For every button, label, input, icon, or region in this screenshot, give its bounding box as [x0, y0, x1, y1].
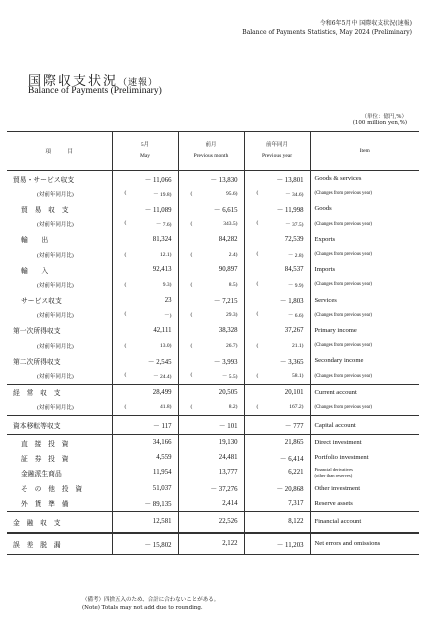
cell-may — [112, 247, 178, 262]
cell-may — [112, 277, 178, 292]
header-may-en: May — [139, 153, 151, 159]
cell-value: － 9.9 — [287, 282, 302, 289]
table-row — [7, 435, 419, 451]
row-label-en: Current account — [314, 388, 357, 396]
paren-open: ( — [190, 221, 193, 228]
cell-py: － 20,868 — [244, 481, 310, 496]
paren-open: ( — [124, 311, 127, 318]
cell-value: － 19.8 — [153, 191, 170, 198]
cell-pm: － 37,276 — [178, 481, 244, 496]
table-row — [7, 293, 419, 308]
row-label-en: Imports — [314, 266, 336, 274]
cell-py: 6,221 — [244, 465, 310, 480]
cell-py — [244, 308, 310, 323]
row-label-en: Secondary income — [314, 357, 364, 365]
paren-open: ( — [190, 281, 193, 288]
cell-py — [244, 247, 310, 262]
cell-pm — [178, 368, 244, 384]
row-label-jp: (対前年同月比) — [7, 186, 112, 201]
cell-pm — [178, 400, 244, 416]
paren-close: ) — [301, 252, 304, 259]
cell-value: － 37.5 — [285, 222, 302, 229]
cell-may: 92,413 — [112, 262, 178, 277]
cell-pm: － 6,615 — [178, 201, 244, 216]
paren-open: ( — [124, 220, 127, 227]
cell-pm — [178, 217, 244, 232]
table-subrow — [7, 277, 419, 292]
row-label-en: (Changes from previous year) — [310, 368, 419, 384]
table-row — [7, 533, 419, 555]
paren-open: ( — [256, 250, 259, 257]
row-label-jp: 外 貨 準 備 — [7, 496, 112, 512]
cell-py — [244, 217, 310, 232]
cell-value: － 6.6 — [287, 313, 302, 320]
paren-close: ) — [301, 342, 304, 349]
cell-py: － 3,365 — [244, 353, 310, 368]
paren-close: ) — [235, 190, 238, 197]
header-prev-year-en: Previous year — [261, 153, 293, 159]
cell-value: 12.1 — [160, 251, 170, 258]
table-subrow — [7, 217, 419, 232]
cell-pm — [178, 277, 244, 292]
cell-pm: 22,526 — [178, 511, 244, 533]
cell-value: 8.5 — [228, 281, 236, 288]
cell-may: － 11,066 — [112, 171, 178, 187]
row-label-en: Reserve assets — [314, 499, 353, 507]
paren-close: ) — [301, 313, 304, 320]
row-label-jp: そ の 他 投 資 — [7, 481, 112, 496]
row-label-jp: 直 接 投 資 — [7, 435, 112, 451]
cell-pm: － 7,215 — [178, 293, 244, 308]
table-row — [7, 201, 419, 216]
paren-close: ) — [301, 373, 304, 380]
cell-py: － 777 — [244, 416, 310, 435]
paren-close: ) — [169, 404, 172, 411]
paren-open: ( — [190, 404, 193, 411]
row-label-en: Goods & services — [310, 171, 419, 187]
title-jp-main: 国際収支状況 — [28, 74, 119, 89]
row-label-jp: 金融派生商品 — [7, 465, 112, 480]
row-label-en: (Changes from previous year) — [314, 343, 372, 349]
paren-open: ( — [124, 342, 127, 349]
cell-value: 95.6 — [226, 190, 236, 197]
cell-py: 20,101 — [244, 384, 310, 400]
table-header-row — [7, 132, 419, 171]
paren-close: ) — [169, 191, 172, 198]
cell-value: 21.1 — [292, 342, 302, 349]
table-row — [7, 353, 419, 368]
cell-value: － 24.4 — [153, 374, 170, 381]
cell-pm: 20,505 — [178, 384, 244, 400]
cell-py: 8,122 — [244, 511, 310, 533]
cell-py: － 11,998 — [244, 201, 310, 216]
cell-value: － 34.6 — [285, 191, 302, 198]
row-label-jp: 資本移転等収支 — [7, 416, 112, 435]
cell-value: 58.1 — [292, 373, 302, 380]
cell-py: 37,267 — [244, 323, 310, 338]
row-label-en: Financial account — [310, 511, 419, 533]
cell-value: 41.8 — [160, 404, 170, 411]
row-label-jp: 貿 易 収 支 — [7, 201, 112, 216]
cell-value: － 5.5 — [221, 374, 236, 381]
cell-py: 21,865 — [244, 435, 310, 451]
table-subrow — [7, 308, 419, 323]
paren-close: ) — [235, 404, 238, 411]
paren-open: ( — [124, 372, 127, 379]
note-jp: （備考）四捨五入のため、合計に合わないことがある。 — [82, 597, 220, 603]
cell-pm: 84,282 — [178, 232, 244, 247]
cell-py — [244, 338, 310, 353]
cell-pm: 2,414 — [178, 496, 244, 512]
cell-may: 42,111 — [112, 323, 178, 338]
cell-value: － 7.6 — [155, 222, 170, 229]
header-item-en: Item — [310, 132, 419, 171]
header-subtitle-en: Balance of Payments Statistics, May 2024 (Preliminary) — [242, 29, 412, 36]
cell-value: － 2.8 — [287, 252, 302, 259]
paren-open: ( — [190, 372, 193, 379]
paren-close: ) — [235, 281, 238, 288]
cell-py — [244, 277, 310, 292]
header-prev-month-en: Previous month — [193, 153, 229, 159]
row-label-en: Primary income — [314, 326, 357, 334]
row-label-jp: 貿易・サービス収支 — [7, 171, 112, 187]
cell-pm — [178, 247, 244, 262]
cell-pm — [178, 338, 244, 353]
paren-close: ) — [235, 251, 238, 258]
row-label-jp: 輸 出 — [7, 232, 112, 247]
paren-open: ( — [256, 280, 259, 287]
cell-may — [112, 217, 178, 232]
row-label-en: Direct investment — [310, 435, 419, 451]
cell-may: 23 — [112, 293, 178, 308]
cell-py — [244, 186, 310, 201]
row-label-en: Other investment — [314, 484, 361, 492]
cell-may — [112, 400, 178, 416]
row-label-jp: 金 融 収 支 — [7, 511, 112, 533]
cell-pm: 19,130 — [178, 435, 244, 451]
header-item-jp: 項 目 — [7, 132, 112, 171]
paren-open: ( — [256, 189, 259, 196]
row-label-en: Services — [314, 296, 337, 304]
row-label-jp: (対前年同月比) — [7, 277, 112, 292]
paren-close: ) — [169, 374, 172, 381]
table-row — [7, 450, 419, 465]
cell-may — [112, 308, 178, 323]
cell-py: － 11,203 — [244, 533, 310, 555]
cell-pm: 90,897 — [178, 262, 244, 277]
paren-close: ) — [169, 342, 172, 349]
paren-open: ( — [124, 281, 127, 288]
cell-may: 11,954 — [112, 465, 178, 480]
cell-py — [244, 368, 310, 384]
table-row — [7, 262, 419, 277]
row-label-jp: 輸 入 — [7, 262, 112, 277]
title-jp-suffix: （速報） — [118, 78, 159, 88]
cell-value: 2.4 — [228, 251, 236, 258]
table-row — [7, 232, 419, 247]
units-en: (100 million yen,%) — [352, 120, 407, 126]
row-label-en — [310, 465, 419, 480]
header-prev-year-jp: 前年同月 — [265, 142, 288, 148]
row-label-en: (Changes from previous year) — [314, 191, 372, 197]
cell-pm: 2,122 — [178, 533, 244, 555]
paren-close: ) — [169, 251, 172, 258]
paren-close: ) — [235, 374, 238, 381]
cell-value: 9.3 — [162, 281, 170, 288]
paren-close: ) — [235, 312, 238, 319]
paren-close: ) — [301, 404, 304, 411]
header-prev-month — [178, 132, 244, 171]
cell-may: － 117 — [112, 416, 178, 435]
cell-pm: 24,481 — [178, 450, 244, 465]
table-row — [7, 416, 419, 435]
table-row — [7, 511, 419, 533]
table-row — [7, 171, 419, 187]
row-label-en: (Changes from previous year) — [314, 282, 372, 288]
cell-may: 51,037 — [112, 481, 178, 496]
cell-may — [112, 368, 178, 384]
table-subrow — [7, 400, 419, 416]
row-label-en: Portfolio investment — [314, 454, 369, 462]
table-subrow — [7, 368, 419, 384]
paren-open: ( — [124, 251, 127, 258]
cell-pm: 38,328 — [178, 323, 244, 338]
bop-table — [7, 131, 419, 555]
row-label-en-line2: (other than reserves) — [314, 472, 353, 478]
paren-open: ( — [256, 311, 259, 318]
paren-close: ) — [169, 313, 172, 320]
table-row — [7, 323, 419, 338]
cell-pm — [178, 308, 244, 323]
cell-value: 343.5 — [223, 221, 236, 228]
row-label-en: Capital account — [310, 416, 419, 435]
note-en: (Note) Totals may not add due to rounding. — [82, 605, 203, 611]
units-jp: （単位：億円,%） — [361, 114, 407, 120]
row-label-en: (Changes from previous year) — [314, 221, 372, 227]
header-prev-month-jp: 前月 — [205, 142, 217, 148]
paren-close: ) — [301, 282, 304, 289]
table-subrow — [7, 338, 419, 353]
cell-may: － 2,545 — [112, 353, 178, 368]
cell-py: － 6,414 — [244, 450, 310, 465]
page-title-en: Balance of Payments (Preliminary) — [28, 86, 162, 96]
cell-may: 34,166 — [112, 435, 178, 451]
cell-pm: 13,777 — [178, 465, 244, 480]
row-label-jp: (対前年同月比) — [7, 338, 112, 353]
row-label-en: (Changes from previous year) — [310, 400, 419, 416]
header-may — [112, 132, 178, 171]
cell-py — [244, 400, 310, 416]
cell-value: 29.3 — [226, 312, 236, 319]
cell-py: － 13,801 — [244, 171, 310, 187]
table-row — [7, 481, 419, 496]
row-label-jp: 第二次所得収支 — [7, 353, 112, 368]
table-row — [7, 465, 419, 480]
paren-close: ) — [169, 222, 172, 229]
cell-value: 167.2 — [289, 404, 302, 411]
cell-may: － 15,802 — [112, 533, 178, 555]
row-label-jp: 誤 差 脱 漏 — [7, 533, 112, 555]
paren-open: ( — [256, 404, 259, 411]
row-label-en: Goods — [314, 205, 332, 213]
paren-open: ( — [190, 342, 193, 349]
paren-close: ) — [235, 342, 238, 349]
row-label-jp: (対前年同月比) — [7, 368, 112, 384]
cell-pm: － 101 — [178, 416, 244, 435]
header-date-jp: 令和6年5月中 国際収支状況(速報) — [319, 20, 412, 27]
cell-value: 8.2 — [228, 404, 236, 411]
table-subrow — [7, 186, 419, 201]
paren-close: ) — [169, 281, 172, 288]
row-label-en: (Changes from previous year) — [314, 252, 372, 258]
row-label-en: (Changes from previous year) — [314, 312, 372, 318]
cell-may: 12,581 — [112, 511, 178, 533]
paren-open: ( — [124, 404, 127, 411]
paren-close: ) — [301, 222, 304, 229]
cell-py: 72,539 — [244, 232, 310, 247]
cell-value: － — [164, 313, 170, 320]
row-label-en: Exports — [314, 235, 336, 243]
row-label-jp: サービス収支 — [7, 293, 112, 308]
cell-may: 4,559 — [112, 450, 178, 465]
cell-pm — [178, 186, 244, 201]
cell-may — [112, 186, 178, 201]
cell-py: － 1,803 — [244, 293, 310, 308]
cell-may — [112, 338, 178, 353]
paren-close: ) — [235, 221, 238, 228]
paren-open: ( — [190, 190, 193, 197]
cell-py: 7,317 — [244, 496, 310, 512]
table-subrow — [7, 247, 419, 262]
paren-open: ( — [190, 312, 193, 319]
row-label-jp: 経 常 収 支 — [7, 384, 112, 400]
row-label-en: Net errors and omissions — [310, 533, 419, 555]
cell-value: 13.0 — [160, 342, 170, 349]
row-label-jp: (対前年同月比) — [7, 217, 112, 232]
row-label-jp: (対前年同月比) — [7, 247, 112, 262]
cell-value: 26.7 — [226, 342, 236, 349]
row-label-en-line1: Financial derivatives — [314, 466, 353, 472]
cell-may: － 89,135 — [112, 496, 178, 512]
row-label-jp: 第一次所得収支 — [7, 323, 112, 338]
row-label-jp: 証 券 投 資 — [7, 450, 112, 465]
paren-close: ) — [301, 191, 304, 198]
cell-may: 28,499 — [112, 384, 178, 400]
paren-open: ( — [256, 373, 259, 380]
row-label-jp: (対前年同月比) — [7, 400, 112, 416]
cell-pm: － 3,993 — [178, 353, 244, 368]
cell-py: 84,537 — [244, 262, 310, 277]
paren-open: ( — [190, 251, 193, 258]
header-may-jp: 5月 — [140, 142, 150, 148]
cell-may: － 11,089 — [112, 201, 178, 216]
cell-may: 81,324 — [112, 232, 178, 247]
header-prev-year — [244, 132, 310, 171]
paren-open: ( — [256, 220, 259, 227]
table-row — [7, 384, 419, 400]
paren-open: ( — [124, 189, 127, 196]
row-label-jp: (対前年同月比) — [7, 308, 112, 323]
paren-open: ( — [256, 342, 259, 349]
table-row — [7, 496, 419, 512]
cell-pm: － 13,830 — [178, 171, 244, 187]
